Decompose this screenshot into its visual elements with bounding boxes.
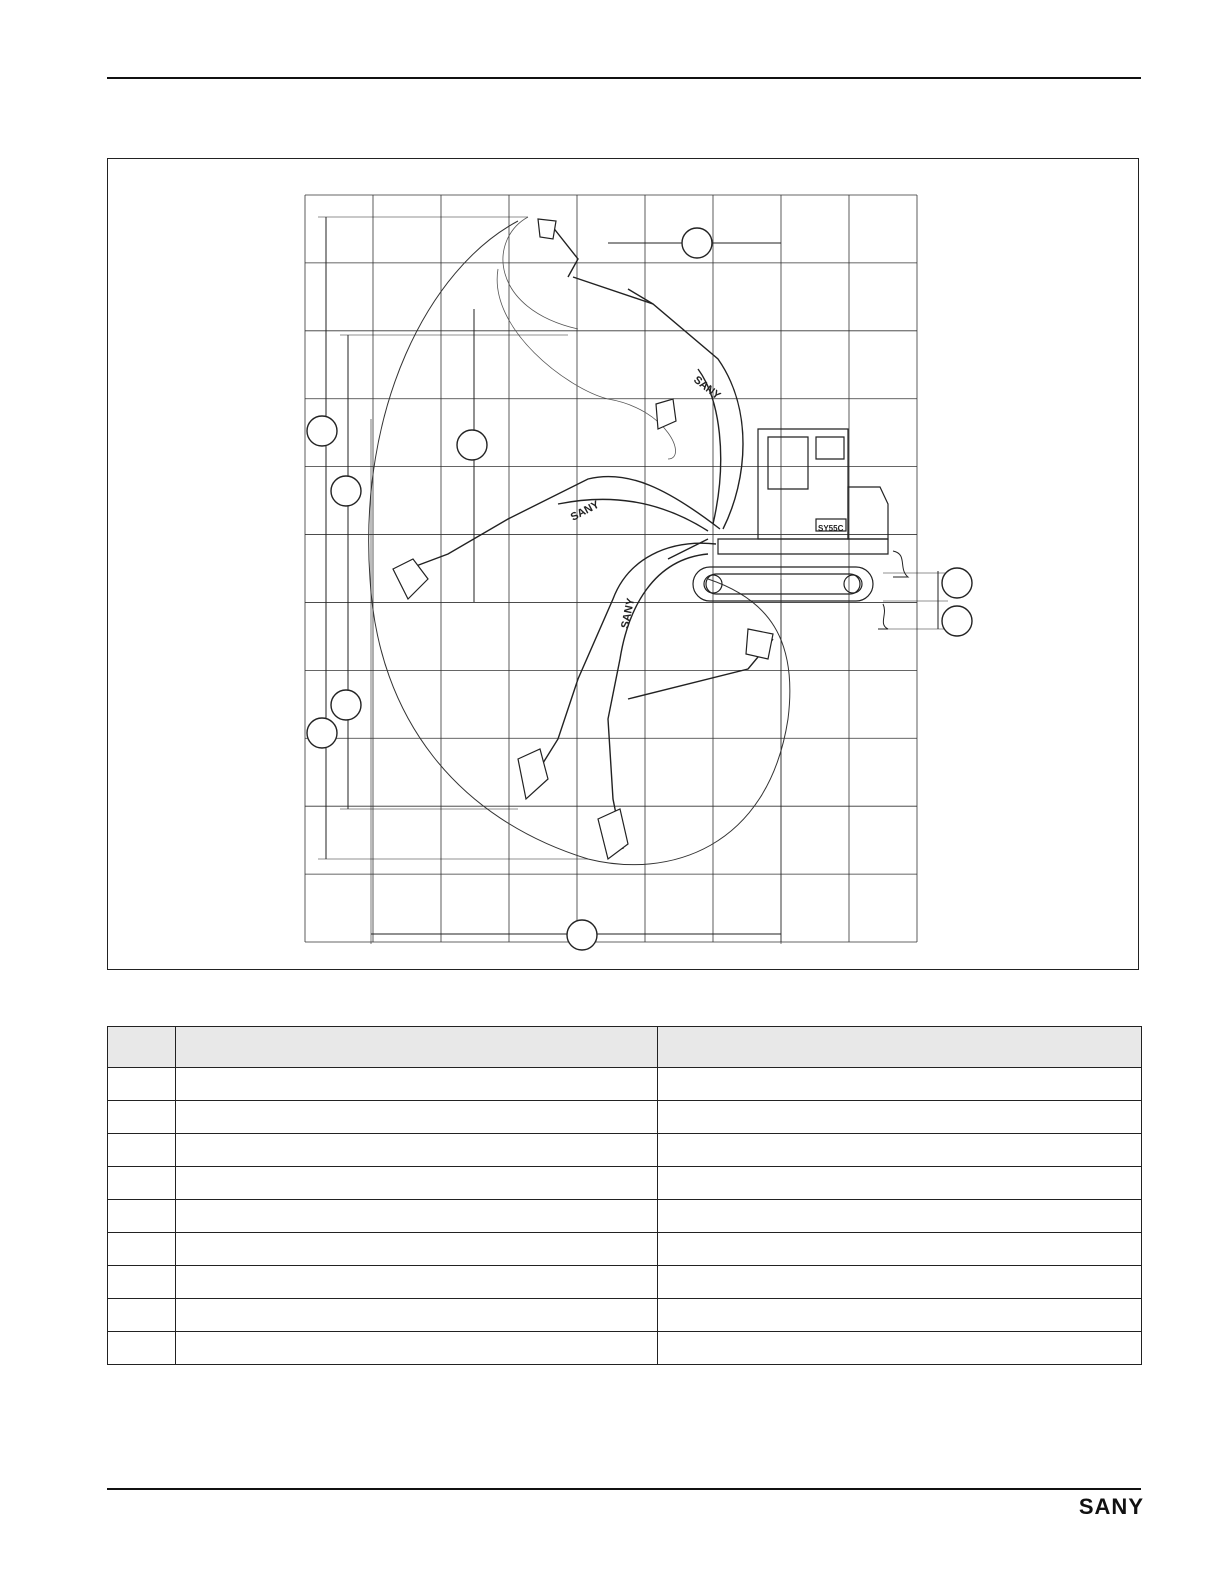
- table-cell: [658, 1299, 1142, 1332]
- table-cell: [176, 1101, 658, 1134]
- table-cell: [108, 1068, 176, 1101]
- callout-marker: [307, 416, 337, 446]
- callout-marker: [567, 920, 597, 950]
- ground-profile: [878, 551, 908, 629]
- table-cell: [108, 1200, 176, 1233]
- callout-marker: [457, 430, 487, 460]
- undercarriage: [693, 567, 873, 601]
- table-cell: [658, 1134, 1142, 1167]
- callout-marker: [682, 228, 712, 258]
- callout-marker: [331, 476, 361, 506]
- table-cell: [658, 1101, 1142, 1134]
- spec-table-header: [108, 1027, 1142, 1068]
- header-cell-item: [176, 1027, 658, 1068]
- table-row: [108, 1167, 1142, 1200]
- boom-brand-label-2: SANY: [568, 498, 602, 524]
- table-cell: [176, 1200, 658, 1233]
- table-cell: [658, 1266, 1142, 1299]
- cab-model-label: SY55C: [818, 524, 844, 533]
- table-cell: [176, 1266, 658, 1299]
- table-cell: [658, 1068, 1142, 1101]
- footer-rule: [107, 1488, 1141, 1490]
- table-cell: [108, 1332, 176, 1365]
- boom-brand-label: SANY: [691, 373, 723, 403]
- table-cell: [108, 1101, 176, 1134]
- bucket-positions: [393, 219, 773, 859]
- mid-arc: [497, 269, 675, 459]
- table-row: [108, 1200, 1142, 1233]
- working-range-diagram: [108, 159, 1140, 971]
- boom-brand-label-3: SANY: [619, 597, 638, 630]
- table-cell: [108, 1134, 176, 1167]
- working-envelope: [369, 221, 790, 865]
- header-rule: [107, 77, 1141, 79]
- callout-marker: [307, 718, 337, 748]
- table-cell: [176, 1068, 658, 1101]
- table-cell: [658, 1200, 1142, 1233]
- table-row: [108, 1134, 1142, 1167]
- table-cell: [176, 1167, 658, 1200]
- table-cell: [176, 1332, 658, 1365]
- table-cell: [108, 1233, 176, 1266]
- table-cell: [176, 1299, 658, 1332]
- callout-marker: [331, 690, 361, 720]
- table-cell: [108, 1299, 176, 1332]
- table-row: [108, 1068, 1142, 1101]
- header-cell-no: [108, 1027, 176, 1068]
- working-range-figure: [107, 158, 1139, 970]
- table-cell: [658, 1332, 1142, 1365]
- table-cell: [108, 1167, 176, 1200]
- header-cell-value: [658, 1027, 1142, 1068]
- table-row: [108, 1332, 1142, 1365]
- table-cell: [658, 1233, 1142, 1266]
- table-row: [108, 1299, 1142, 1332]
- callout-marker: [942, 568, 972, 598]
- callout-marker: [942, 606, 972, 636]
- table-cell: [658, 1167, 1142, 1200]
- table-row: [108, 1233, 1142, 1266]
- spec-table: [107, 1026, 1142, 1365]
- table-cell: [108, 1266, 176, 1299]
- table-cell: [176, 1233, 658, 1266]
- table-row: [108, 1266, 1142, 1299]
- boom-positions: [408, 221, 773, 849]
- table-cell: [176, 1134, 658, 1167]
- sany-logo: SANY: [1078, 1494, 1144, 1519]
- table-row: [108, 1101, 1142, 1134]
